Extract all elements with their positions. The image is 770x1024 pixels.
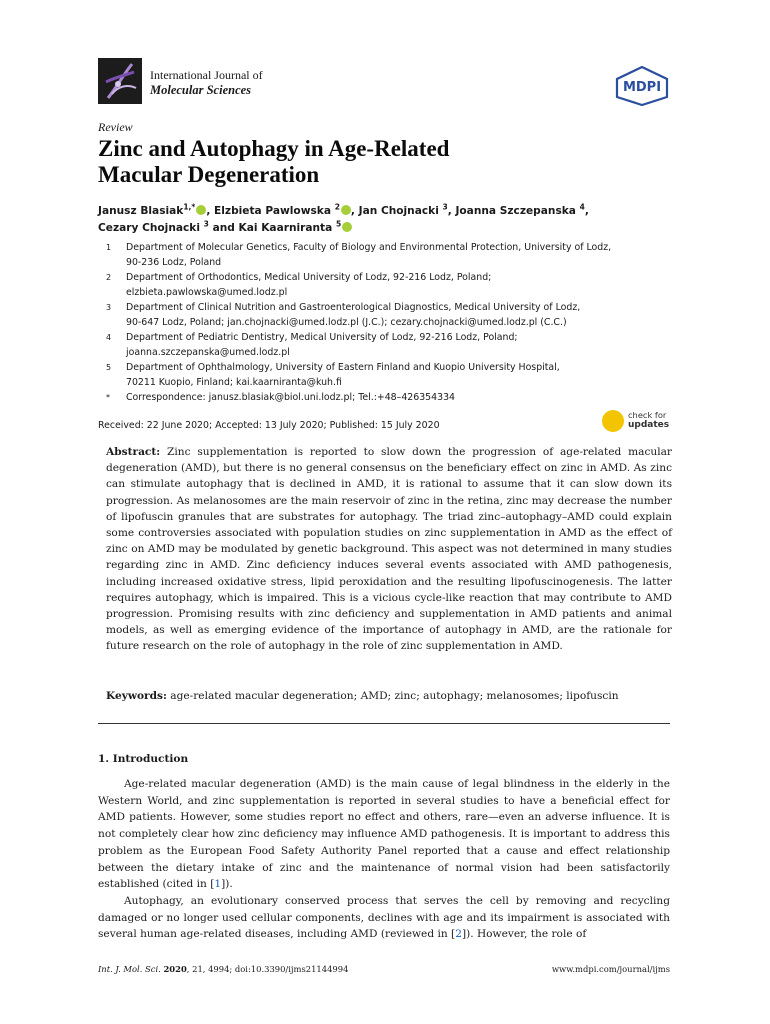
mdpi-logo bbox=[614, 66, 670, 106]
author-list: Janusz Blasiak$^{1,*}$ , Elzbieta Pawlowska $^2$ , Jan Chojnacki $^3$, Joanna Szczepanska $^4$, Cezary Chojnacki $^3$ and Kai Kaarniranta $^5$ bbox=[98, 202, 589, 234]
affiliation-number: 3 bbox=[106, 303, 112, 312]
footer-year: 2020 bbox=[163, 964, 187, 974]
footer-doi: , 21, 4994; doi:10.3390/ijms21144994 bbox=[186, 964, 349, 974]
abstract bbox=[106, 444, 672, 655]
check-updates-icon bbox=[602, 410, 624, 432]
citation-link[interactable]: 2 bbox=[455, 928, 462, 941]
keywords-label: Keywords: bbox=[106, 690, 167, 702]
check-for-updates-button[interactable] bbox=[602, 410, 674, 434]
paragraph-text: ]). However, the role of bbox=[461, 928, 587, 941]
author-name[interactable]: , Jan Chojnacki bbox=[350, 205, 439, 217]
dna-icon bbox=[98, 58, 142, 104]
affiliation-text: Correspondence: janusz.blasiak@biol.uni.lodz.pl; Tel.:+48–426354334 bbox=[126, 392, 456, 403]
journal-name-line1: International Journal of bbox=[150, 68, 263, 82]
paragraph-text: Autophagy, an evolutionary conserved process that serves the cell by removing and recycling damaged or no longer used cellular components, declines with age and its impairment is associated with several human age-related diseases, including AMD (reviewed in [ bbox=[98, 894, 670, 941]
affiliation-item bbox=[98, 330, 678, 360]
abstract-label: Abstract: bbox=[106, 446, 161, 458]
author-name[interactable]: , Joanna Szczepanska bbox=[447, 205, 576, 217]
paragraph bbox=[98, 776, 670, 893]
article-type: Review bbox=[98, 120, 133, 134]
check-updates-line2: updates bbox=[628, 420, 670, 430]
journal-name bbox=[150, 68, 263, 98]
affiliation-text: Department of Orthodontics, Medical University of Lodz, 92-216 Lodz, Poland; elzbieta.pawlowska@umed.lodz.pl bbox=[126, 272, 492, 298]
orcid-icon[interactable] bbox=[196, 205, 206, 215]
orcid-icon[interactable] bbox=[341, 205, 351, 215]
affiliation-number: 4 bbox=[106, 333, 112, 342]
author-name[interactable]: and Kai Kaarniranta bbox=[208, 222, 333, 234]
journal-name-line2: Molecular Sciences bbox=[150, 83, 252, 97]
author-name[interactable]: Janusz Blasiak bbox=[98, 205, 184, 217]
keywords-text: age-related macular degeneration; AMD; zinc; autophagy; melanosomes; lipofuscin bbox=[170, 690, 619, 702]
citation-link[interactable]: 1 bbox=[214, 878, 222, 891]
author-name[interactable]: , Elzbieta Pawlowska bbox=[206, 205, 331, 217]
paragraph-text: ]). bbox=[221, 878, 233, 891]
affiliation-item bbox=[98, 300, 678, 330]
affiliation-number: * bbox=[106, 393, 110, 402]
check-updates-line1: check for bbox=[628, 410, 667, 420]
footer-citation bbox=[98, 964, 348, 974]
paragraph-text: Age-related macular degeneration (AMD) is the main cause of legal blindness in the elderly in the Western World, and zinc supplementation is reported in several studies to have a beneficial effect for AMD patients. However, some studies report no effect and others, rare—even an adverse influence. It is not completely clear how zinc deficiency may influence AMD pathogenesis. It is important to address this problem as the European Food Safety Authority Panel reported that a cause and effect relationship between the dietary intake of zinc and the maintenance of normal vision had been satisfactorily established (cited in [ bbox=[98, 778, 670, 891]
author-name[interactable]: Cezary Chojnacki bbox=[98, 222, 200, 234]
affiliation-text: Department of Ophthalmology, University of Eastern Finland and Kuopio University Hospital, 70211 Kuopio, Finland; kai.kaarniranta@kuh.fi bbox=[126, 362, 560, 388]
publication-dates: Received: 22 June 2020; Accepted: 13 July 2020; Published: 15 July 2020 bbox=[98, 420, 440, 431]
affiliations bbox=[98, 240, 678, 405]
affiliation-number: 5 bbox=[106, 363, 112, 372]
affiliation-text: Department of Molecular Genetics, Faculty of Biology and Environmental Protection, University of Lodz, 90-236 Lodz, Poland bbox=[126, 242, 612, 268]
affiliation-text: Department of Clinical Nutrition and Gastroenterological Diagnostics, Medical University of Lodz, 90-647 Lodz, Poland; jan.chojnacki@umed.lodz.pl (J.C.); cezary.chojnacki@umed.lodz.pl (C.C.) bbox=[126, 302, 581, 328]
footer-url[interactable]: www.mdpi.com/journal/ijms bbox=[551, 964, 670, 974]
author-affiliation-sup: 2 bbox=[334, 202, 340, 212]
affiliation-item bbox=[98, 360, 678, 390]
affiliation-item bbox=[98, 390, 678, 405]
affiliation-number: 2 bbox=[106, 273, 112, 282]
body-text bbox=[98, 776, 670, 943]
divider bbox=[98, 723, 670, 724]
author-affiliation-sup: 1,* bbox=[183, 202, 196, 212]
keywords bbox=[106, 690, 672, 702]
author-affiliation-sup: 3 bbox=[203, 219, 209, 229]
footer-journal-abbr: Int. J. Mol. Sci. bbox=[98, 964, 161, 974]
author-affiliation-sup: 4 bbox=[579, 202, 585, 212]
affiliation-item bbox=[98, 240, 678, 270]
title-line-2: Macular Degeneration bbox=[98, 162, 320, 187]
abstract-text: Zinc supplementation is reported to slow down the progression of age-related macular degeneration (AMD), but there is no general consensus on the beneficiary effect on zinc in AMD. As zinc can stimulate autophagy that is declined in AMD, it is rational to assume that it can slow down its progression. As melanosomes are the main reservoir of zinc in the retina, zinc may decrease the number of lipofuscin granules that are substrates for autophagy. The triad zinc–autophagy–AMD could explain some controversies associated with population studies on zinc supplementation in AMD as the effect of zinc on AMD may be modulated by genetic background. This aspect was not determined in many studies regarding zinc in AMD. Zinc deficiency induces several events associated with AMD pathogenesis, including increased oxidative stress, lipid peroxidation and the resulting lipofuscinogenesis. The latter requires autophagy, which is impaired. This is a vicious cycle-like reaction that may contribute to AMD progression. Promising results with zinc deficiency and supplementation in AMD patients and animal models, as well as emerging evidence of the importance of autophagy in AMD, are the rationale for future research on the role of autophagy in the role of zinc supplementation in AMD. bbox=[106, 446, 672, 653]
orcid-icon[interactable] bbox=[342, 222, 352, 232]
title-line-1: Zinc and Autophagy in Age-Related bbox=[98, 136, 450, 161]
paragraph bbox=[98, 893, 670, 943]
author-affiliation-sup: 5 bbox=[335, 219, 342, 229]
journal-logo bbox=[98, 58, 142, 104]
check-updates-label bbox=[628, 411, 669, 430]
affiliation-item bbox=[98, 270, 678, 300]
affiliation-text: Department of Pediatric Dentistry, Medical University of Lodz, 92-216 Lodz, Poland; joanna.szczepanska@umed.lodz.pl bbox=[126, 332, 518, 358]
author-affiliation-sup: 3 bbox=[442, 202, 448, 212]
article-title bbox=[98, 136, 618, 188]
affiliation-number: 1 bbox=[106, 243, 112, 252]
mdpi-logo-icon bbox=[614, 66, 670, 106]
section-heading: 1. Introduction bbox=[98, 753, 189, 765]
mdpi-logo-text: MDPI bbox=[622, 80, 662, 95]
